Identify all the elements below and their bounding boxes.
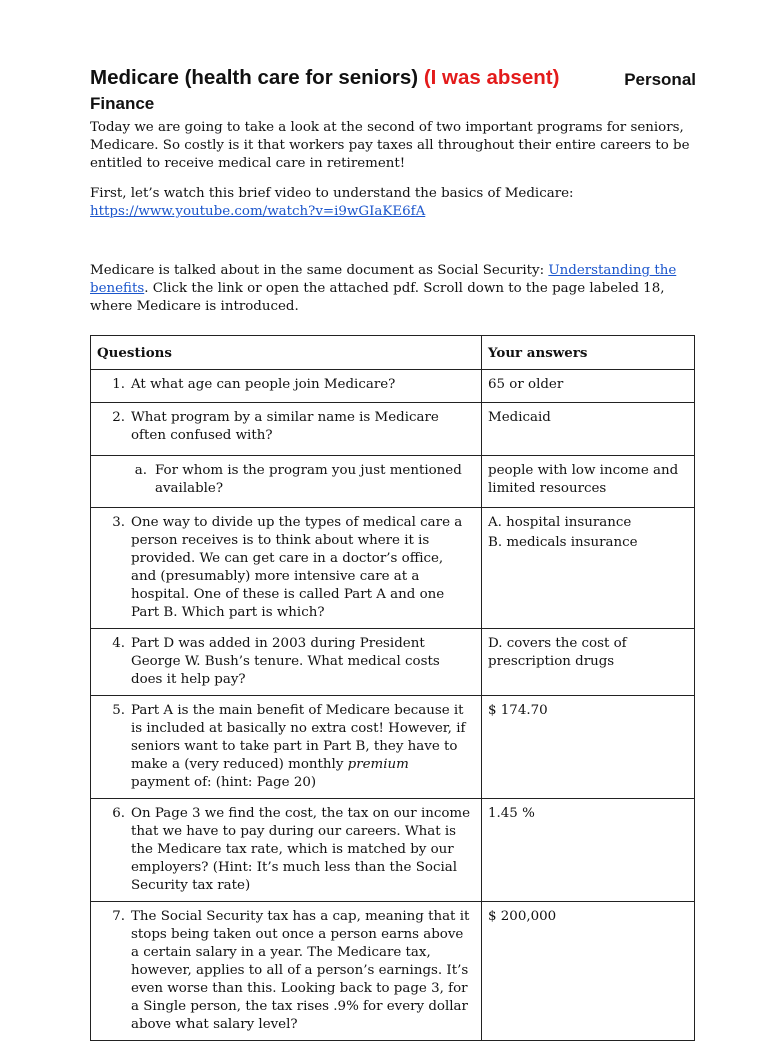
question-text: [131, 702, 471, 792]
table-row: [91, 508, 695, 629]
video-link[interactable]: https://www.youtube.com/watch?v=i9wGIaKE6fA: [90, 204, 426, 219]
document-title: [90, 64, 700, 120]
question-number: 6.: [112, 806, 125, 821]
table-row: [91, 456, 695, 508]
answer-cell[interactable]: 65 or older: [482, 370, 695, 403]
answer-cell[interactable]: 1.45 %: [482, 799, 695, 902]
question-text: What program by a similar name is Medicare often confused with?: [131, 410, 439, 443]
answer-cell[interactable]: $ 200,000: [482, 902, 695, 1041]
question-text: Part D was added in 2003 during President George W. Bush’s tenure. What medical costs does it help pay?: [131, 636, 440, 687]
benefits-link[interactable]: Understanding the benefits: [90, 263, 677, 296]
question-number: 4.: [112, 636, 125, 651]
question-text: For whom is the program you just mentioned available?: [155, 463, 462, 496]
question-cell: [91, 370, 482, 403]
question-number: 2.: [112, 410, 125, 425]
intro-paragraph: Today we are going to take a look at the second of two important programs for seniors, Medicare. So costly is it that workers pay taxes all throughout their entire careers to be entitled to receive medical care in retirement!: [90, 120, 690, 171]
question-cell: [91, 696, 482, 799]
question-text-after: payment of: (hint: Page 20): [131, 775, 317, 790]
question-cell: [91, 403, 482, 456]
answer-line: A. hospital insurance: [488, 515, 632, 530]
question-cell: [91, 629, 482, 696]
questions-header: Questions: [91, 336, 482, 370]
premium-emphasis: premium: [347, 757, 409, 772]
video-paragraph: [90, 185, 690, 221]
table-row: [91, 696, 695, 799]
question-number: 7.: [112, 909, 125, 924]
question-text-before: Part A is the main benefit of Medicare because it is included at basically no extra cost! However, if seniors want to take part in Part B, they have to make a (very reduced) monthly: [131, 703, 466, 772]
document-text-before: Medicare is talked about in the same document as Social Security:: [90, 263, 549, 278]
question-number: 3.: [112, 515, 125, 530]
question-text: One way to divide up the types of medical care a person receives is to think about where it is provided. We can get care in a doctor’s office, and (presumably) more intensive care at a hospital. One of these is called Part A and one Part B. Which part is which?: [131, 515, 463, 620]
question-number: 1.: [112, 377, 125, 392]
answer-line: B. medicals insurance: [488, 535, 638, 550]
title-main-text: Medicare (health care for seniors): [90, 66, 419, 89]
question-text: On Page 3 we find the cost, the tax on our income that we have to pay during our careers. What is the Medicare tax rate, which is matched by our employers? (Hint: It’s much less than the Social Security tax rate): [131, 806, 471, 893]
question-cell: [91, 799, 482, 902]
question-cell: [91, 902, 482, 1041]
title-main: [90, 66, 559, 90]
table-row: [91, 799, 695, 902]
question-number: a.: [134, 463, 147, 478]
answer-cell[interactable]: [482, 508, 695, 629]
question-text: At what age can people join Medicare?: [131, 377, 396, 392]
video-intro-text: First, let’s watch this brief video to understand the basics of Medicare:: [90, 186, 574, 201]
document-paragraph: [90, 262, 690, 316]
table-row: [91, 902, 695, 1041]
table-header-row: [91, 336, 695, 370]
answer-cell[interactable]: $ 174.70: [482, 696, 695, 799]
answer-cell[interactable]: D. covers the cost of prescription drugs: [482, 629, 695, 696]
question-number: 5.: [112, 703, 125, 718]
table-row: [91, 370, 695, 403]
answer-cell[interactable]: people with low income and limited resources: [482, 456, 695, 508]
title-absent: (I was absent): [423, 66, 560, 89]
table-row: [91, 403, 695, 456]
question-text: The Social Security tax has a cap, meaning that it stops being taken out once a person earns above a certain salary in a year. The Medicare tax, however, applies to all of a person’s earnings. It’s even worse than this. Looking back to page 3, for a Single person, the tax rises .9% for every dollar above what salary level?: [131, 909, 470, 1032]
title-subject-line2: Finance: [90, 94, 155, 113]
question-cell: [91, 508, 482, 629]
answers-header: Your answers: [482, 336, 695, 370]
document-text-after: . Click the link or open the attached pdf. Scroll down to the page labeled 18, where Medicare is introduced.: [90, 281, 665, 314]
question-cell: [91, 456, 482, 508]
title-subject: Personal: [624, 70, 696, 89]
answer-cell[interactable]: Medicaid: [482, 403, 695, 456]
table-row: [91, 629, 695, 696]
questions-table: [90, 335, 695, 1041]
